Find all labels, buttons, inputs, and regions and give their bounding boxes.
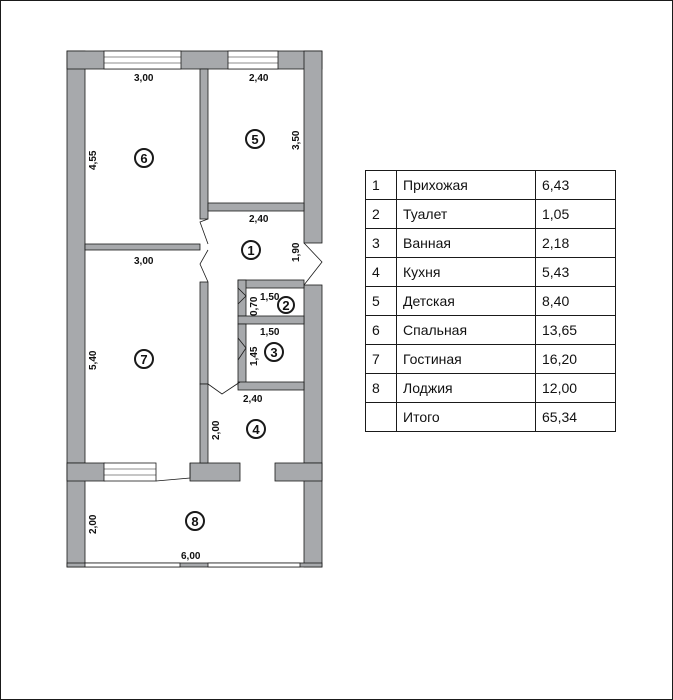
row-name: Ванная	[397, 229, 536, 258]
dim-room1-height: 1,90	[291, 242, 302, 262]
dim-room1-width: 2,40	[249, 214, 269, 225]
dim-room5-height: 3,50	[291, 130, 302, 150]
row-name: Детская	[397, 287, 536, 316]
dim-room7-width: 3,00	[134, 256, 154, 267]
row-area: 8,40	[536, 287, 616, 316]
wall-6-7	[85, 244, 200, 250]
dim-room4-height: 2,00	[211, 420, 222, 440]
row-area: 16,20	[536, 345, 616, 374]
total-area: 65,34	[536, 403, 616, 432]
door-6	[200, 219, 208, 244]
wall-3-west	[238, 324, 246, 386]
row-name: Лоджия	[397, 374, 536, 403]
room-6-number: 6	[140, 151, 148, 166]
wall-west	[67, 51, 85, 480]
row-index: 8	[366, 374, 397, 403]
dim-room3-height: 1,45	[249, 346, 260, 366]
total-label: Итого	[397, 403, 536, 432]
table-row	[366, 171, 616, 200]
row-name: Спальная	[397, 316, 536, 345]
row-name: Прихожая	[397, 171, 536, 200]
total-index	[366, 403, 397, 432]
row-name: Гостиная	[397, 345, 536, 374]
row-index: 4	[366, 258, 397, 287]
window-8a	[85, 563, 180, 567]
wall-7-4	[200, 384, 208, 463]
window-7	[104, 463, 156, 481]
room-4-number: 4	[252, 422, 260, 437]
room-7-number: 7	[140, 352, 148, 367]
row-index: 7	[366, 345, 397, 374]
dim-room3-width: 1,50	[260, 327, 280, 338]
table-row	[366, 345, 616, 374]
row-area: 12,00	[536, 374, 616, 403]
table-row	[366, 258, 616, 287]
row-area: 5,43	[536, 258, 616, 287]
row-name: Кухня	[397, 258, 536, 287]
dim-room2-height: 0,70	[249, 296, 260, 316]
table-row	[366, 287, 616, 316]
window-6	[104, 51, 181, 69]
room-area-table	[365, 170, 616, 432]
door-entrance	[304, 243, 322, 285]
door-4	[208, 382, 240, 394]
room-3-number: 3	[270, 345, 278, 360]
wall-east-lower	[304, 285, 322, 480]
row-area: 2,18	[536, 229, 616, 258]
window-8b	[208, 563, 300, 567]
room-1-number: 1	[247, 243, 255, 258]
wall-1-2	[238, 280, 304, 288]
row-area: 1,05	[536, 200, 616, 229]
wall-2-3	[238, 316, 304, 324]
window-5	[228, 51, 278, 69]
table-row	[366, 200, 616, 229]
wall-balcony-north-b	[190, 463, 240, 481]
dim-room8-height: 2,00	[88, 514, 99, 534]
dim-room6-width: 3,00	[134, 73, 154, 84]
wall-balcony-north-c	[275, 463, 322, 481]
row-index: 2	[366, 200, 397, 229]
row-area: 13,65	[536, 316, 616, 345]
row-index: 1	[366, 171, 397, 200]
room-2-number: 2	[282, 298, 290, 313]
dim-room7-height: 5,40	[88, 350, 99, 370]
wall-2-west	[238, 280, 246, 316]
row-area: 6,43	[536, 171, 616, 200]
door-7	[200, 250, 208, 282]
dim-room8-width: 6,00	[181, 551, 201, 562]
row-index: 5	[366, 287, 397, 316]
dim-room2-width: 1,50	[260, 292, 280, 303]
row-index: 3	[366, 229, 397, 258]
wall-5-1	[208, 203, 304, 211]
wall-7-hall	[200, 282, 208, 384]
row-name: Туалет	[397, 200, 536, 229]
table-row	[366, 229, 616, 258]
room-5-number: 5	[251, 132, 259, 147]
table-row	[366, 316, 616, 345]
wall-east-upper	[304, 51, 322, 243]
wall-balcony-north-a	[67, 463, 105, 481]
door-8	[156, 463, 190, 481]
dim-room4-width: 2,40	[243, 394, 263, 405]
table-total-row	[366, 403, 616, 432]
room-8-number: 8	[191, 514, 199, 529]
row-index: 6	[366, 316, 397, 345]
dim-room5-width: 2,40	[249, 73, 269, 84]
table-row	[366, 374, 616, 403]
wall-6-5	[200, 69, 208, 219]
dim-room6-height: 4,55	[88, 150, 99, 170]
wall-3-4	[238, 382, 304, 390]
